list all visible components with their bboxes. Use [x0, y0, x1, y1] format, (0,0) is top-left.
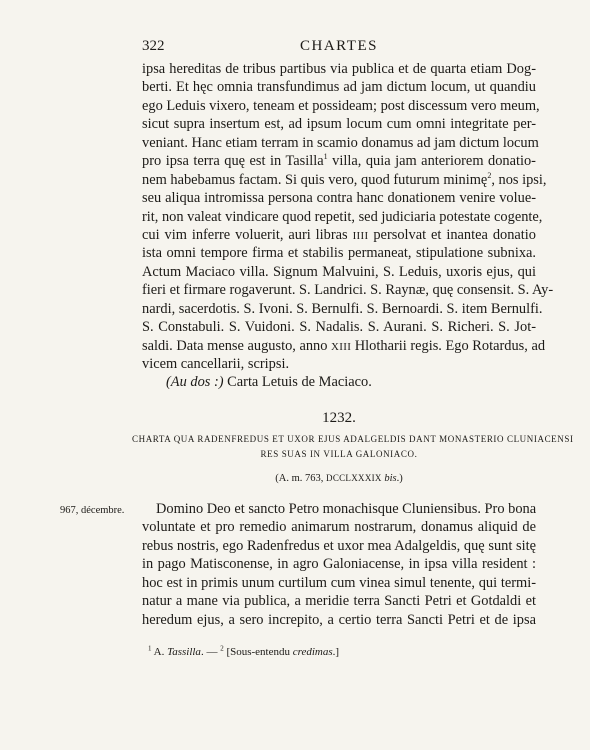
- dorse-label: (Au dos :): [166, 374, 224, 391]
- text-segment: persolvat et inantea donatio: [368, 226, 536, 243]
- text-segment: , nos ipsi,: [491, 171, 547, 188]
- text-segment: pro ipsa terra quę est in Tasilla: [142, 153, 324, 170]
- footnote-mark: 2: [220, 644, 224, 653]
- roman-numeral: DCCLXXXIX: [326, 473, 382, 483]
- text-line: fieri et firmare rogaverunt. S. Landrici. S. Raynæ, quę consensit. S. Ay-: [142, 282, 554, 299]
- text-segment: cui vim inferre voluerit, auri libras: [142, 226, 353, 243]
- text-line: [142, 337, 546, 355]
- footnote-italic: credimas: [292, 646, 333, 658]
- text-line: S. Constabuli. S. Vuidoni. S. Nadalis. S. Aurani. S. Richeri. S. Jot-: [142, 319, 536, 336]
- dating-segment: (A. m. 763,: [275, 473, 327, 484]
- text-segment: nem habebamus factam. Si quis vero, quod futurum minimę: [142, 171, 488, 188]
- charter-text-continued: [142, 60, 554, 392]
- footnotes: [148, 646, 339, 658]
- text-line: Domino Deo et sancto Petro monachisque Cluniensibus. Pro bona: [156, 501, 537, 517]
- text-line: Actum Maciaco villa. Signum Malvuini, S. Leduis, uxoris ejus, qui: [142, 263, 536, 280]
- roman-numeral: IIII: [352, 229, 369, 242]
- summary-line: RES SUAS IN VILLA GALONIACO.: [260, 449, 418, 459]
- dorse-note: [142, 373, 536, 391]
- page-header: [142, 38, 536, 58]
- text-line: ista omni tempore firma et stabilis permaneat, stipulatione subnixa.: [142, 245, 536, 262]
- footnote-ref: 2: [487, 170, 492, 180]
- charter-number: 1232.: [322, 410, 356, 426]
- text-line: [142, 170, 547, 189]
- text-line: sicut supra insertum est, ad ipsum locum cum omni integritate per-: [142, 116, 536, 133]
- page-number: 322: [142, 38, 165, 54]
- dating-bis: bis: [381, 473, 397, 484]
- text-line: ego Leduis vixero, teneam et possideam; post discessum vero meum,: [142, 97, 540, 114]
- footnote-text: [Sous-entendu: [223, 646, 293, 658]
- running-title: CHARTES: [300, 38, 378, 54]
- footnote-italic: Tassilla: [167, 646, 201, 658]
- footnote-text: A.: [151, 646, 168, 658]
- margin-date: 967, décembre.: [60, 505, 125, 516]
- text-line: in pago Matisconense, in agro Galoniacense, in ipsa villa resident :: [142, 556, 536, 573]
- footnote-text: .]: [332, 646, 340, 658]
- text-line: seu aliqua intromissa persona contra hanc donationem venire volue-: [142, 190, 536, 207]
- text-line: [142, 226, 536, 244]
- text-segment: Hlotharii regis. Ego Rotardus, ad: [351, 337, 546, 354]
- text-line: rebus nostris, ego Radenfredus et uxor mea Adalgeldis, quę sunt sitę: [142, 537, 536, 554]
- text-line: vicem cancellarii, scripsi.: [142, 356, 290, 372]
- footnote-ref: 1: [323, 152, 328, 162]
- text-line: veniant. Hanc etiam terram in scamio donamus ad jam dictum locum: [142, 134, 539, 151]
- text-line: ipsa hereditas de tribus partibus via publica et de quarta etiam Dog-: [142, 61, 536, 77]
- text-line: berti. Et hęc omnia transfundimus ad jam dictum locum, ut quandiu: [142, 79, 536, 96]
- dating-segment: .): [396, 473, 403, 484]
- charter-summary: [132, 432, 574, 462]
- text-segment: villa, quia jam anteriorem donatio-: [327, 153, 536, 170]
- charter-dating: [142, 473, 536, 484]
- text-line: [142, 152, 536, 170]
- text-segment: saldi. Data mense augusto, anno: [142, 337, 332, 354]
- text-line: nardi, sacerdotis. S. Ivoni. S. Bernulfi. S. Bernoardi. S. item Bernulfi.: [142, 300, 543, 317]
- roman-numeral: XIII: [331, 340, 352, 353]
- footnote-separator: . —: [200, 646, 221, 658]
- text-line: rit, non valeat vindicare quod repetit, sed judiciaria potestate cogente,: [142, 208, 543, 225]
- summary-line: CHARTA QUA RADENFREDUS ET UXOR EJUS ADALGELDIS DANT MONASTERIO CLUNIACENSI: [132, 434, 574, 444]
- text-line: natur a mane via publica, a meridie terra Sancti Petri et Gotdaldi et: [142, 593, 536, 610]
- text-line: hoc est in primis unum curtilum cum vinea simul tenente, qui termi-: [142, 574, 536, 591]
- text-line: voluntate et pro remedio animarum nostrarum, donamus aliquid de: [142, 519, 536, 536]
- charter-text: [142, 500, 536, 629]
- dorse-text: Carta Letuis de Maciaco.: [223, 374, 372, 391]
- footnote-mark: 1: [148, 644, 152, 653]
- text-line: heredum ejus, a sero increpito, a certio terra Sancti Petri et de ipsa: [142, 611, 536, 628]
